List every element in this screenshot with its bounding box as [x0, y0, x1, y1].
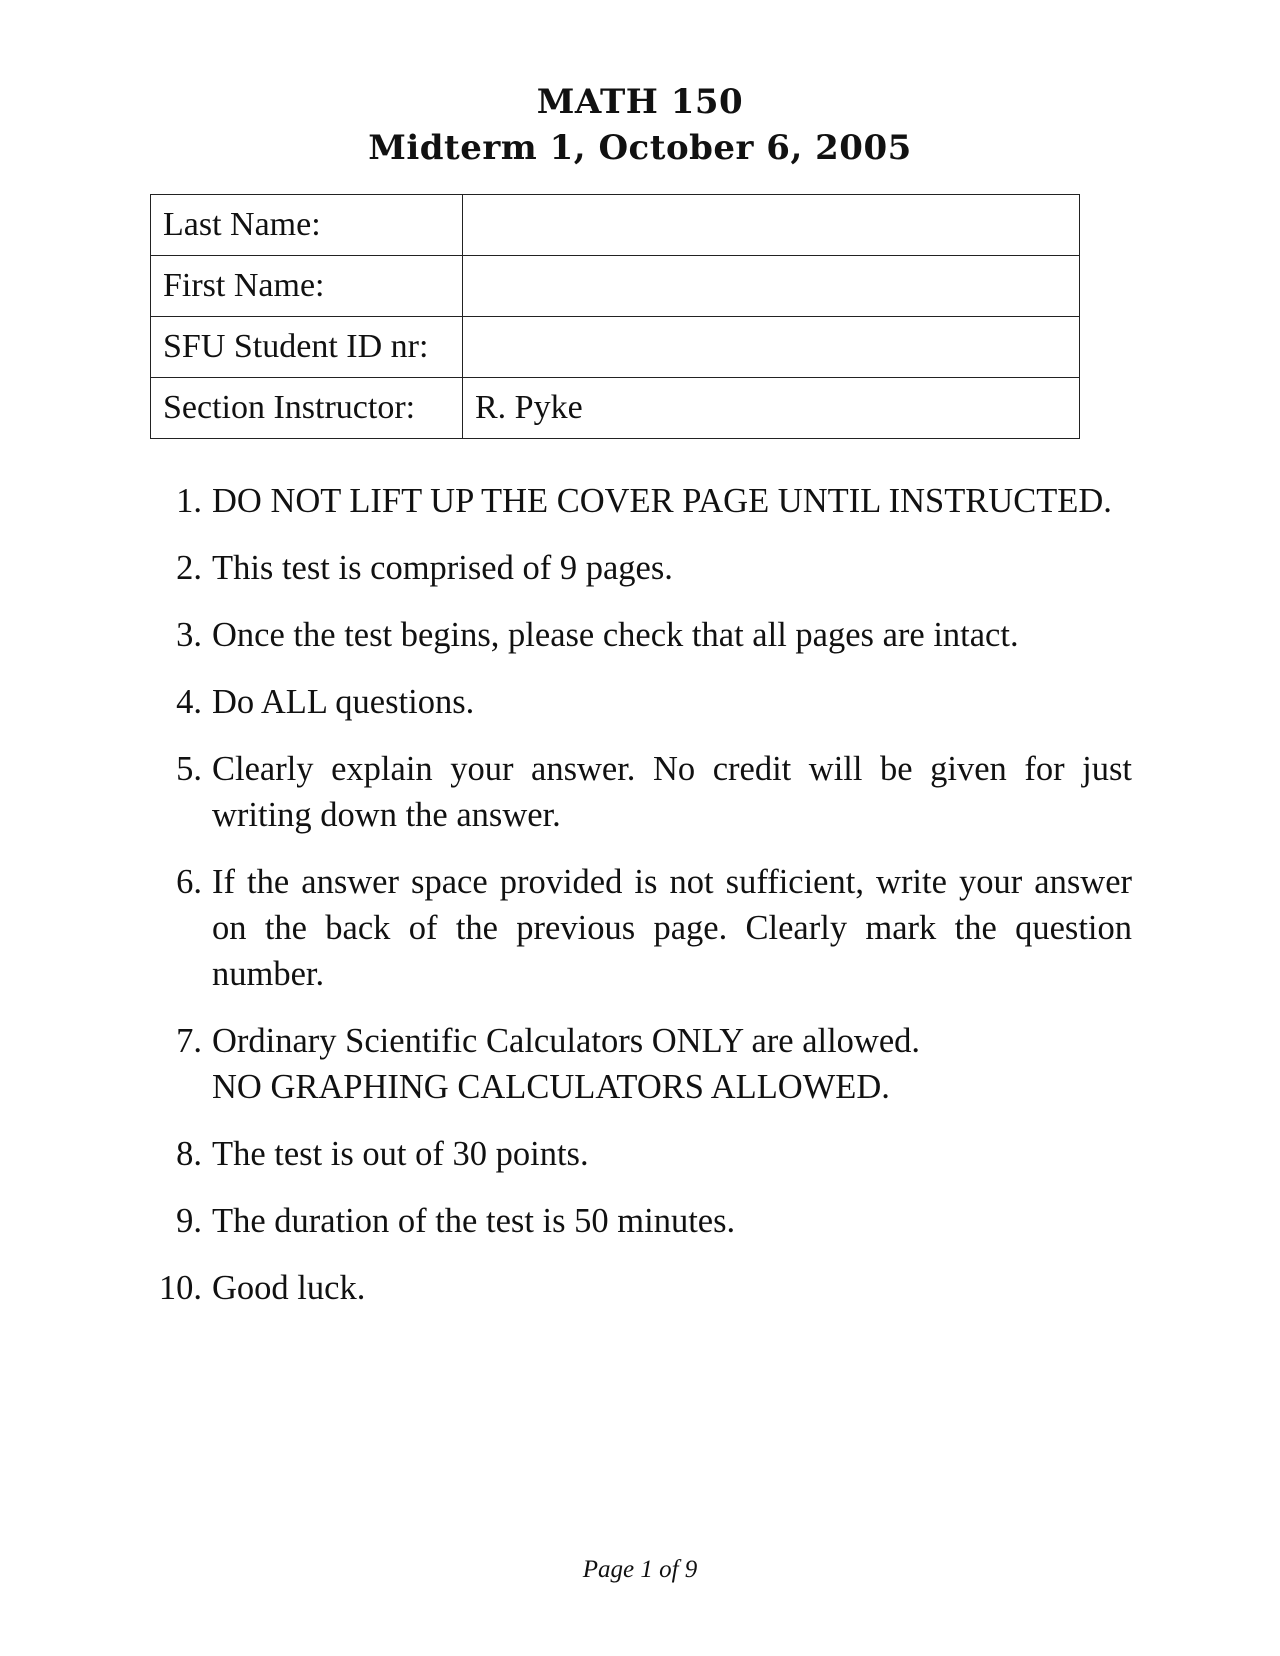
- instruction-item: [176, 746, 1132, 838]
- instruction-number: 5.: [176, 750, 202, 788]
- instruction-number: 10.: [158, 1269, 202, 1307]
- instruction-text: Do ALL questions.: [212, 683, 475, 721]
- instruction-item: [176, 679, 1132, 725]
- instruction-text: This test is comprised of 9 pages.: [212, 549, 673, 587]
- instruction-text-second-line: NO GRAPHING CALCULATORS ALLOWED.: [212, 1068, 890, 1106]
- instruction-item: [176, 612, 1132, 658]
- first-name-label: First Name:: [151, 256, 463, 317]
- student-info-table: [150, 194, 1080, 439]
- student-id-label: SFU Student ID nr:: [151, 317, 463, 378]
- instruction-text: Once the test begins, please check that all pages are intact.: [212, 616, 1019, 654]
- instruction-number: 8.: [176, 1135, 202, 1173]
- instruction-text: Good luck.: [212, 1269, 366, 1307]
- course-title: MATH 150: [536, 82, 744, 122]
- instruction-number: 4.: [176, 683, 202, 721]
- info-row-first-name: [151, 256, 1080, 317]
- instruction-number: 1.: [176, 482, 202, 520]
- instruction-number: 7.: [176, 1022, 202, 1060]
- instructor-label: Section Instructor:: [151, 378, 463, 439]
- instruction-item: [176, 1018, 1132, 1110]
- last-name-field[interactable]: [463, 195, 1080, 256]
- instructions-list: [158, 478, 1132, 1332]
- instruction-item: [176, 859, 1132, 997]
- instruction-text: The test is out of 30 points.: [212, 1135, 589, 1173]
- instruction-text: If the answer space provided is not sufficient, write your answer on the back of the previous page. Clearly mark the question number.: [212, 863, 1132, 993]
- info-row-student-id: [151, 317, 1080, 378]
- instruction-number: 3.: [176, 616, 202, 654]
- first-name-field[interactable]: [463, 256, 1080, 317]
- instruction-text: The duration of the test is 50 minutes.: [212, 1202, 736, 1240]
- instruction-item: [176, 1131, 1132, 1177]
- instructor-value: R. Pyke: [463, 378, 1080, 439]
- instruction-item: [176, 1198, 1132, 1244]
- last-name-label: Last Name:: [151, 195, 463, 256]
- instruction-number: 9.: [176, 1202, 202, 1240]
- exam-title: Midterm 1, October 6, 2005: [368, 128, 912, 168]
- instruction-item: [176, 545, 1132, 591]
- instruction-text: Clearly explain your answer. No credit will be given for just writing down the answer.: [212, 750, 1132, 834]
- instruction-item: [176, 478, 1132, 524]
- student-id-field[interactable]: [463, 317, 1080, 378]
- info-row-last-name: [151, 195, 1080, 256]
- instruction-number: 2.: [176, 549, 202, 587]
- instruction-text: DO NOT LIFT UP THE COVER PAGE UNTIL INSTRUCTED.: [212, 482, 1112, 520]
- instruction-text: Ordinary Scientific Calculators ONLY are allowed.: [212, 1022, 921, 1060]
- info-row-instructor: [151, 378, 1080, 439]
- page-number: Page 1 of 9: [582, 1556, 698, 1583]
- instruction-number: 6.: [176, 863, 202, 901]
- instruction-item: [158, 1265, 1132, 1311]
